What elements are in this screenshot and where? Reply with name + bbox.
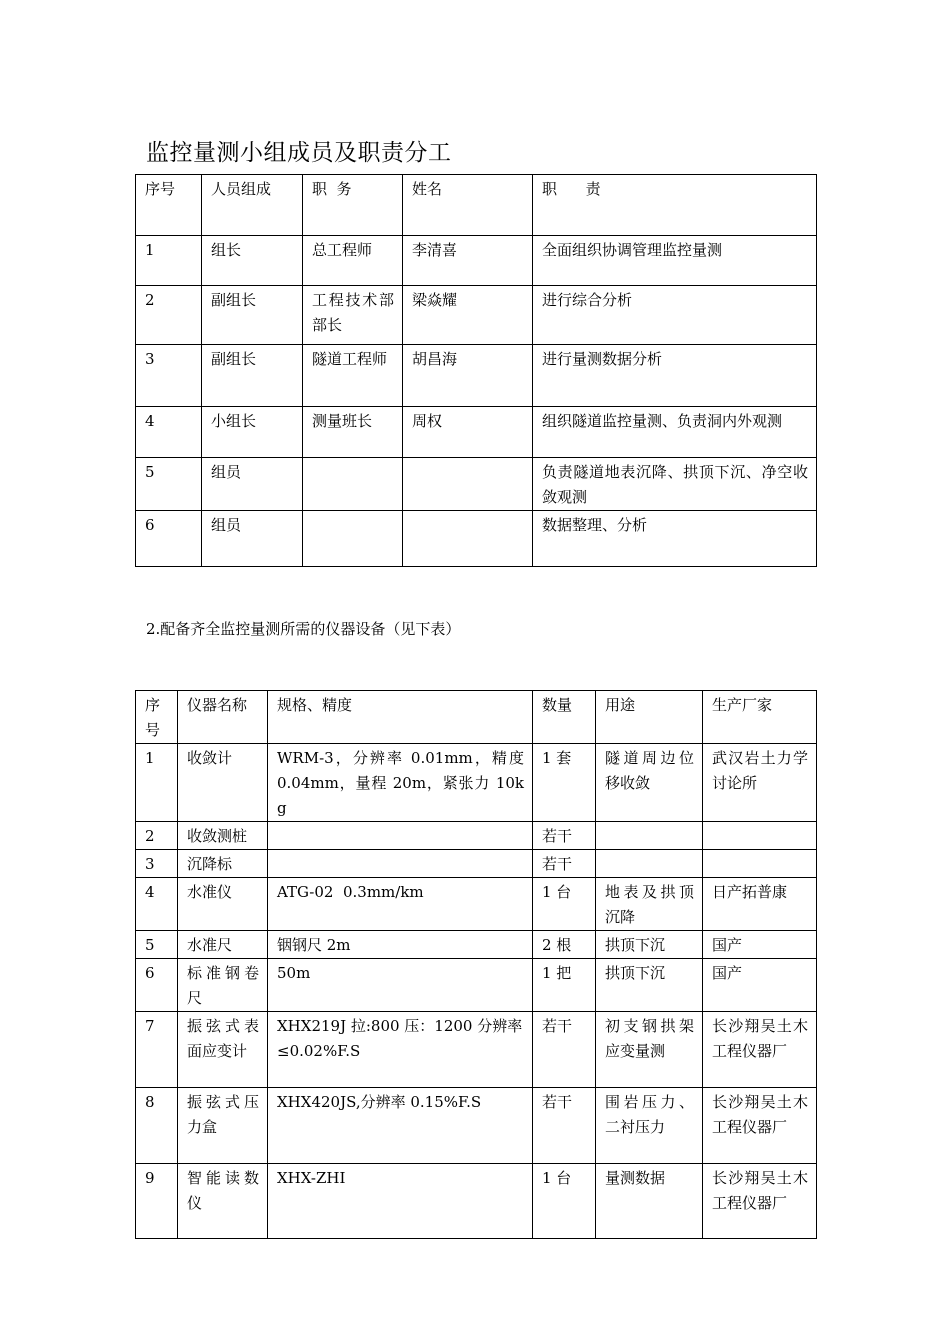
table-cell: 进行综合分析 bbox=[533, 286, 817, 345]
header-cell: 仪器名称 bbox=[178, 691, 268, 744]
table-row bbox=[136, 236, 817, 286]
table-row bbox=[136, 850, 817, 878]
table-cell: 负责隧道地表沉降、拱顶下沉、净空收敛观测 bbox=[533, 458, 817, 511]
table-header-row bbox=[136, 175, 817, 236]
table-cell bbox=[596, 850, 703, 878]
table-cell: 若干 bbox=[533, 822, 596, 850]
table-cell bbox=[703, 850, 817, 878]
section-title: 监控量测小组成员及职责分工 bbox=[146, 140, 452, 166]
table-cell: 7 bbox=[136, 1012, 178, 1088]
table-cell: 围岩压力、二衬压力 bbox=[596, 1088, 703, 1164]
table-row bbox=[136, 511, 817, 567]
table-cell: 智能读数仪 bbox=[178, 1164, 268, 1239]
table-cell: 振弦式表面应变计 bbox=[178, 1012, 268, 1088]
table-cell: XHX219J 拉:800 压：1200 分辨率≤0.02%F.S bbox=[268, 1012, 533, 1088]
table-cell: 进行量测数据分析 bbox=[533, 345, 817, 407]
table-cell: 9 bbox=[136, 1164, 178, 1239]
table-cell: 测量班长 bbox=[303, 407, 403, 458]
table-cell bbox=[303, 458, 403, 511]
table-row bbox=[136, 744, 817, 822]
table-cell: 沉降标 bbox=[178, 850, 268, 878]
table-cell bbox=[303, 511, 403, 567]
table-cell: 拱顶下沉 bbox=[596, 931, 703, 959]
header-cell: 序号 bbox=[136, 691, 178, 744]
table-cell: 长沙翔吴土木工程仪器厂 bbox=[703, 1088, 817, 1164]
table-cell bbox=[268, 822, 533, 850]
table-cell: 2 根 bbox=[533, 931, 596, 959]
table-cell: 6 bbox=[136, 959, 178, 1012]
table-cell: 周权 bbox=[403, 407, 533, 458]
table-cell: 拱顶下沉 bbox=[596, 959, 703, 1012]
table-cell: 胡昌海 bbox=[403, 345, 533, 407]
table-cell: 全面组织协调管理监控量测 bbox=[533, 236, 817, 286]
table-cell: 小组长 bbox=[202, 407, 303, 458]
table-cell: 副组长 bbox=[202, 286, 303, 345]
table-cell: 若干 bbox=[533, 850, 596, 878]
table-cell bbox=[403, 458, 533, 511]
table-cell: 6 bbox=[136, 511, 202, 567]
table-cell: 若干 bbox=[533, 1012, 596, 1088]
table-cell: 梁焱耀 bbox=[403, 286, 533, 345]
members-table bbox=[135, 174, 817, 567]
header-cell: 序号 bbox=[136, 175, 202, 236]
table-cell: WRM-3，分辨率 0.01mm，精度 0.04mm，量程 20m，紧张力 10kg bbox=[268, 744, 533, 822]
table-row bbox=[136, 878, 817, 931]
table-cell: 振弦式压力盒 bbox=[178, 1088, 268, 1164]
table-header-row bbox=[136, 691, 817, 744]
table-cell bbox=[403, 511, 533, 567]
table-row bbox=[136, 822, 817, 850]
table-cell: 长沙翔吴土木工程仪器厂 bbox=[703, 1012, 817, 1088]
table-row bbox=[136, 407, 817, 458]
table-cell: 收敛计 bbox=[178, 744, 268, 822]
table-cell: 8 bbox=[136, 1088, 178, 1164]
table-cell: 量测数据 bbox=[596, 1164, 703, 1239]
header-cell: 规格、精度 bbox=[268, 691, 533, 744]
table-cell: 收敛测桩 bbox=[178, 822, 268, 850]
table-cell: 50m bbox=[268, 959, 533, 1012]
table-cell: XHX-ZHI bbox=[268, 1164, 533, 1239]
table-cell bbox=[596, 822, 703, 850]
table-cell: 水准仪 bbox=[178, 878, 268, 931]
table-cell: 2 bbox=[136, 822, 178, 850]
table-cell: 1 bbox=[136, 236, 202, 286]
table-cell: 1 台 bbox=[533, 878, 596, 931]
table-cell: 组员 bbox=[202, 511, 303, 567]
table-cell bbox=[703, 822, 817, 850]
table-cell: 初支钢拱架应变量测 bbox=[596, 1012, 703, 1088]
table-cell: 5 bbox=[136, 458, 202, 511]
table-cell: 工程技术部部长 bbox=[303, 286, 403, 345]
table-cell: 标准钢卷尺 bbox=[178, 959, 268, 1012]
table-cell: 隧道工程师 bbox=[303, 345, 403, 407]
table-cell: 副组长 bbox=[202, 345, 303, 407]
table-cell: 组织隧道监控量测、负责洞内外观测 bbox=[533, 407, 817, 458]
table-cell bbox=[268, 850, 533, 878]
table-cell: 铟钢尺 2m bbox=[268, 931, 533, 959]
table-cell: ATG-02 0.3mm/km bbox=[268, 878, 533, 931]
table-cell: 4 bbox=[136, 407, 202, 458]
table-cell: 水准尺 bbox=[178, 931, 268, 959]
table-row bbox=[136, 345, 817, 407]
table-cell: 2 bbox=[136, 286, 202, 345]
table-cell: 3 bbox=[136, 345, 202, 407]
table-row bbox=[136, 1012, 817, 1088]
table-cell: 3 bbox=[136, 850, 178, 878]
table-row bbox=[136, 458, 817, 511]
table-row bbox=[136, 959, 817, 1012]
header-cell: 姓名 bbox=[403, 175, 533, 236]
table-row bbox=[136, 931, 817, 959]
table-cell: 若干 bbox=[533, 1088, 596, 1164]
header-cell: 人员组成 bbox=[202, 175, 303, 236]
table-cell: 1 套 bbox=[533, 744, 596, 822]
table-cell: 5 bbox=[136, 931, 178, 959]
table-cell: 武汉岩土力学讨论所 bbox=[703, 744, 817, 822]
header-cell: 数量 bbox=[533, 691, 596, 744]
table-cell: 1 把 bbox=[533, 959, 596, 1012]
table-cell: 国产 bbox=[703, 931, 817, 959]
table-row bbox=[136, 1164, 817, 1239]
table-row bbox=[136, 1088, 817, 1164]
header-cell: 用途 bbox=[596, 691, 703, 744]
header-cell: 职 务 bbox=[303, 175, 403, 236]
table-cell: XHX420JS,分辨率 0.15%F.S bbox=[268, 1088, 533, 1164]
equipment-table bbox=[135, 690, 817, 1239]
table-cell: 数据整理、分析 bbox=[533, 511, 817, 567]
table-cell: 4 bbox=[136, 878, 178, 931]
table-cell: 地表及拱顶沉降 bbox=[596, 878, 703, 931]
table-cell: 国产 bbox=[703, 959, 817, 1012]
table-cell: 李清喜 bbox=[403, 236, 533, 286]
table-cell: 组长 bbox=[202, 236, 303, 286]
header-cell: 生产厂家 bbox=[703, 691, 817, 744]
table-cell: 日产拓普康 bbox=[703, 878, 817, 931]
table-cell: 1 bbox=[136, 744, 178, 822]
header-cell: 职 责 bbox=[533, 175, 817, 236]
table-cell: 隧道周边位移收敛 bbox=[596, 744, 703, 822]
table-cell: 1 台 bbox=[533, 1164, 596, 1239]
table-row bbox=[136, 286, 817, 345]
table-cell: 组员 bbox=[202, 458, 303, 511]
table-cell: 总工程师 bbox=[303, 236, 403, 286]
equipment-intro-paragraph: 2.配备齐全监控量测所需的仪器设备（见下表） bbox=[146, 620, 461, 638]
table-cell: 长沙翔吴土木工程仪器厂 bbox=[703, 1164, 817, 1239]
